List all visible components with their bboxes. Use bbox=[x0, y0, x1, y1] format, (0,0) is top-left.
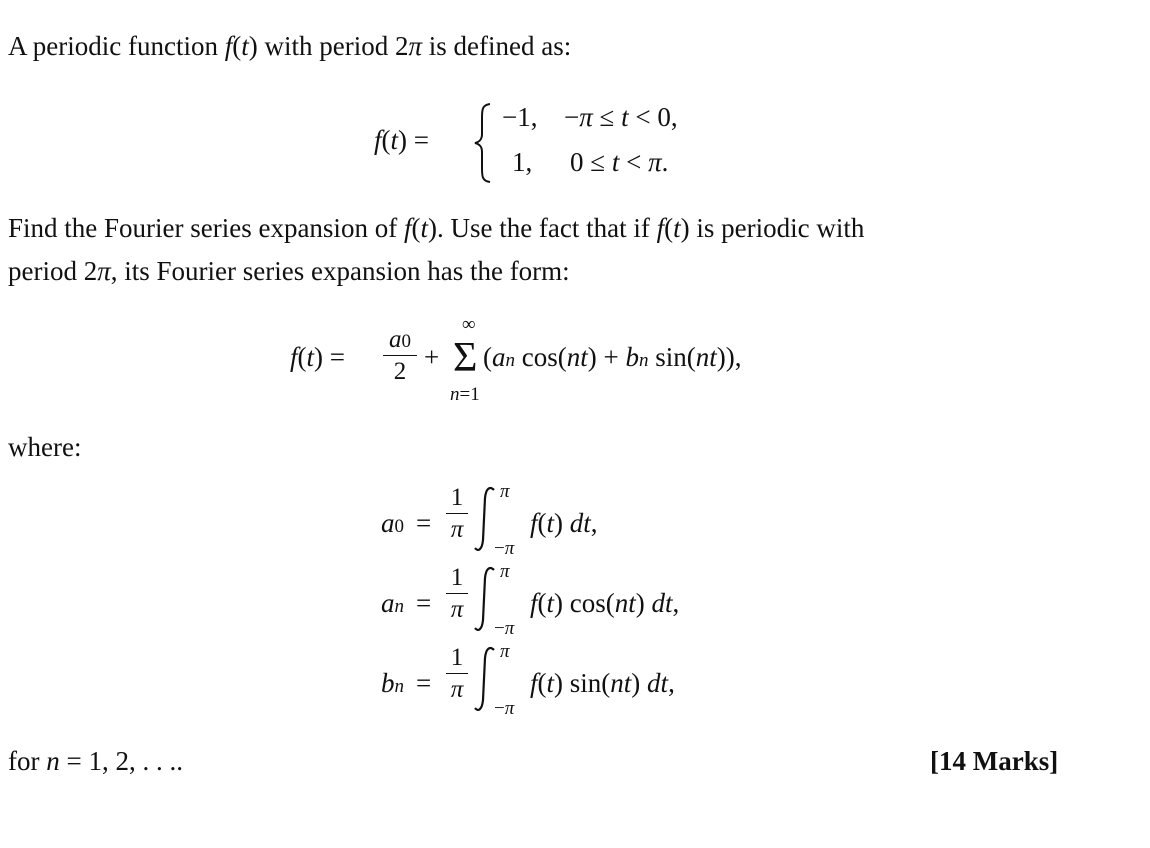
intro-text bbox=[8, 33, 571, 60]
intro-part: A periodic function bbox=[8, 31, 225, 61]
intro-part: ( bbox=[232, 31, 242, 61]
coef-row-an bbox=[378, 558, 738, 638]
series-a0-num: a0 bbox=[389, 326, 411, 353]
intro-fn: f bbox=[224, 31, 233, 61]
coef-equals: = bbox=[416, 668, 432, 698]
series-plus: + bbox=[424, 342, 440, 372]
piecewise-lhs: f(t) = bbox=[374, 125, 429, 155]
coef-lhs-an: an bbox=[381, 588, 404, 618]
where-label: where: bbox=[8, 432, 82, 462]
sum-upper-limit: ∞ bbox=[462, 314, 476, 335]
sigma-symbol bbox=[453, 337, 483, 377]
intro-part: ) with period 2 bbox=[248, 31, 409, 61]
fraction-bar bbox=[383, 355, 417, 356]
coef-equals: = bbox=[416, 588, 432, 618]
series-lhs: f(t) = bbox=[290, 342, 345, 372]
coef-row-bn bbox=[378, 638, 738, 718]
coef-fraction bbox=[446, 644, 468, 704]
coef-fraction bbox=[446, 484, 468, 544]
piecewise-brace bbox=[473, 102, 493, 184]
coef-row-a0 bbox=[378, 478, 738, 558]
coef-lhs-a0: a0 bbox=[381, 508, 404, 538]
integral-lower-limit: −π bbox=[494, 618, 515, 639]
case-2-value: 1, bbox=[512, 147, 533, 177]
case-1-value: −1, bbox=[502, 102, 538, 132]
intro-pi: π bbox=[408, 31, 422, 61]
marks-label: [14 Marks] bbox=[930, 746, 1059, 776]
case-2-condition: 0 ≤ t < π. bbox=[570, 147, 669, 177]
coef-integrand-an: f(t) cos(nt) dt, bbox=[530, 588, 680, 618]
coef-integrand-bn: f(t) sin(nt) dt, bbox=[530, 668, 675, 698]
integral-upper-limit: π bbox=[500, 481, 510, 502]
integral-lower-limit: −π bbox=[494, 538, 515, 559]
coef-frac-num: 1 bbox=[450, 644, 464, 671]
fraction-bar bbox=[446, 593, 468, 594]
coef-frac-den: π bbox=[450, 596, 464, 623]
coef-frac-num: 1 bbox=[450, 564, 464, 591]
coefficient-formulas bbox=[378, 478, 738, 718]
integral-lower-limit: −π bbox=[494, 698, 515, 719]
svg-text:Σ: Σ bbox=[453, 337, 478, 377]
case-1-condition: −π ≤ t < 0, bbox=[564, 102, 678, 132]
series-a0-den: 2 bbox=[393, 358, 407, 385]
coef-frac-num: 1 bbox=[450, 484, 464, 511]
fraction-bar bbox=[446, 673, 468, 674]
series-a0-fraction bbox=[383, 326, 417, 386]
integral-upper-limit: π bbox=[500, 641, 510, 662]
coef-frac-den: π bbox=[450, 516, 464, 543]
coef-integrand-a0: f(t) dt, bbox=[530, 508, 598, 538]
coef-equals: = bbox=[416, 508, 432, 538]
intro-part: is defined as: bbox=[422, 31, 572, 61]
coef-lhs-bn: bn bbox=[381, 668, 404, 698]
coef-fraction bbox=[446, 564, 468, 624]
fraction-bar bbox=[446, 513, 468, 514]
task-line-1: Find the Fourier series expansion of f(t). Use the fact that if f(t) is periodic with bbox=[8, 213, 865, 243]
coef-frac-den: π bbox=[450, 676, 464, 703]
integral-upper-limit: π bbox=[500, 561, 510, 582]
intro-var: t bbox=[241, 31, 249, 61]
series-summand: (an cos(nt) + bn sin(nt)), bbox=[483, 342, 742, 372]
piecewise-definition bbox=[374, 100, 734, 190]
task-line-2: period 2π, its Fourier series expansion has the form: bbox=[8, 256, 570, 286]
sum-lower-limit: n=1 bbox=[450, 384, 480, 405]
for-n-line: for n = 1, 2, . . .. bbox=[8, 746, 183, 776]
series-formula bbox=[290, 312, 830, 407]
